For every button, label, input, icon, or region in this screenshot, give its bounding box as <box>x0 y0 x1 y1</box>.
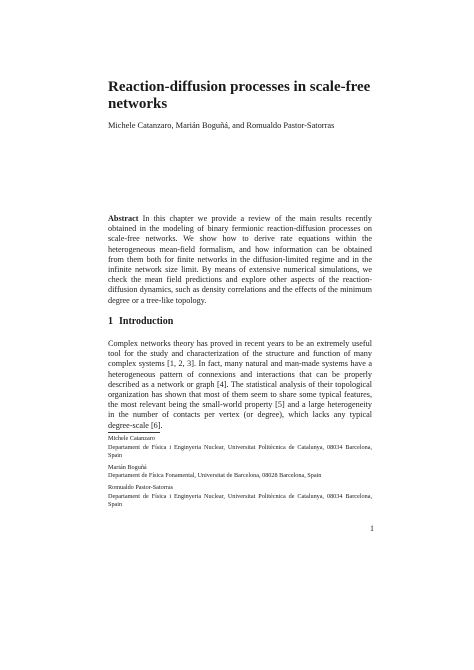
affiliation-address: Departament de Física i Enginyeria Nuclear, Universitat Politècnica de Catalunya, 08034 Barcelona, Spain <box>108 443 372 460</box>
affiliation-name: Marián Boguñá <box>108 463 147 471</box>
affiliation-item <box>108 464 372 481</box>
footnote-rule <box>108 432 160 433</box>
abstract <box>108 214 372 306</box>
section-heading <box>108 316 173 327</box>
section-title: Introduction <box>119 316 174 327</box>
affiliation-name: Michele Catanzaro <box>108 435 155 442</box>
affiliation-name: Romualdo Pastor-Satorras <box>108 483 174 491</box>
affiliations <box>108 435 372 513</box>
abstract-text: In this chapter we provide a review of the main results recently obtained in the modeling of binary fermionic reaction-diffusion processes on scale-free networks. We show how to derive rate equations within the heterogeneous mean-field formalism, and how information can be obtained from them both for finite networks in the diffusion-limited regime and in the infinite network size limit. By means of extensive numerical simulations, we check the mean field predictions and explore other aspects of the reaction-diffusion dynamics, such as density correlations and the effects of the minimum degree or a tree-like topology. <box>108 214 372 305</box>
section-body: Complex networks theory has proved in recent years to be an extremely useful tool for the study and characterization of the structure and function of many complex systems [1, 2, 3]. In fact, many natural and man-made systems have a heterogeneous pattern of connexions and interactions that can be properly described as a network or graph [4]. The statistical analysis of their topological organization has shown that most of them seem to share some typical features, the most relevant being the small-world property [5] and a large heterogeneity in the number of contacts per vertex (or degree), which lacks any typical degree-scale [6]. <box>108 339 372 430</box>
affiliation-item <box>108 484 372 510</box>
page-number: 1 <box>370 524 374 533</box>
abstract-label: Abstract <box>108 214 139 223</box>
affiliation-item <box>108 435 372 461</box>
paper-title: Reaction-diffusion processes in scale-free networks <box>108 79 371 112</box>
author-list: Michele Catanzaro, Marián Boguñá, and Romualdo Pastor-Satorras <box>108 121 335 130</box>
affiliation-address: Departament de Física i Enginyeria Nuclear, Universitat Politècnica de Catalunya, 08034 Barcelona, Spain <box>108 492 372 509</box>
section-number: 1 <box>108 316 113 327</box>
affiliation-address: Departament de Física Fonamental, Universitat de Barcelona, 08028 Barcelona, Spain <box>108 472 322 480</box>
